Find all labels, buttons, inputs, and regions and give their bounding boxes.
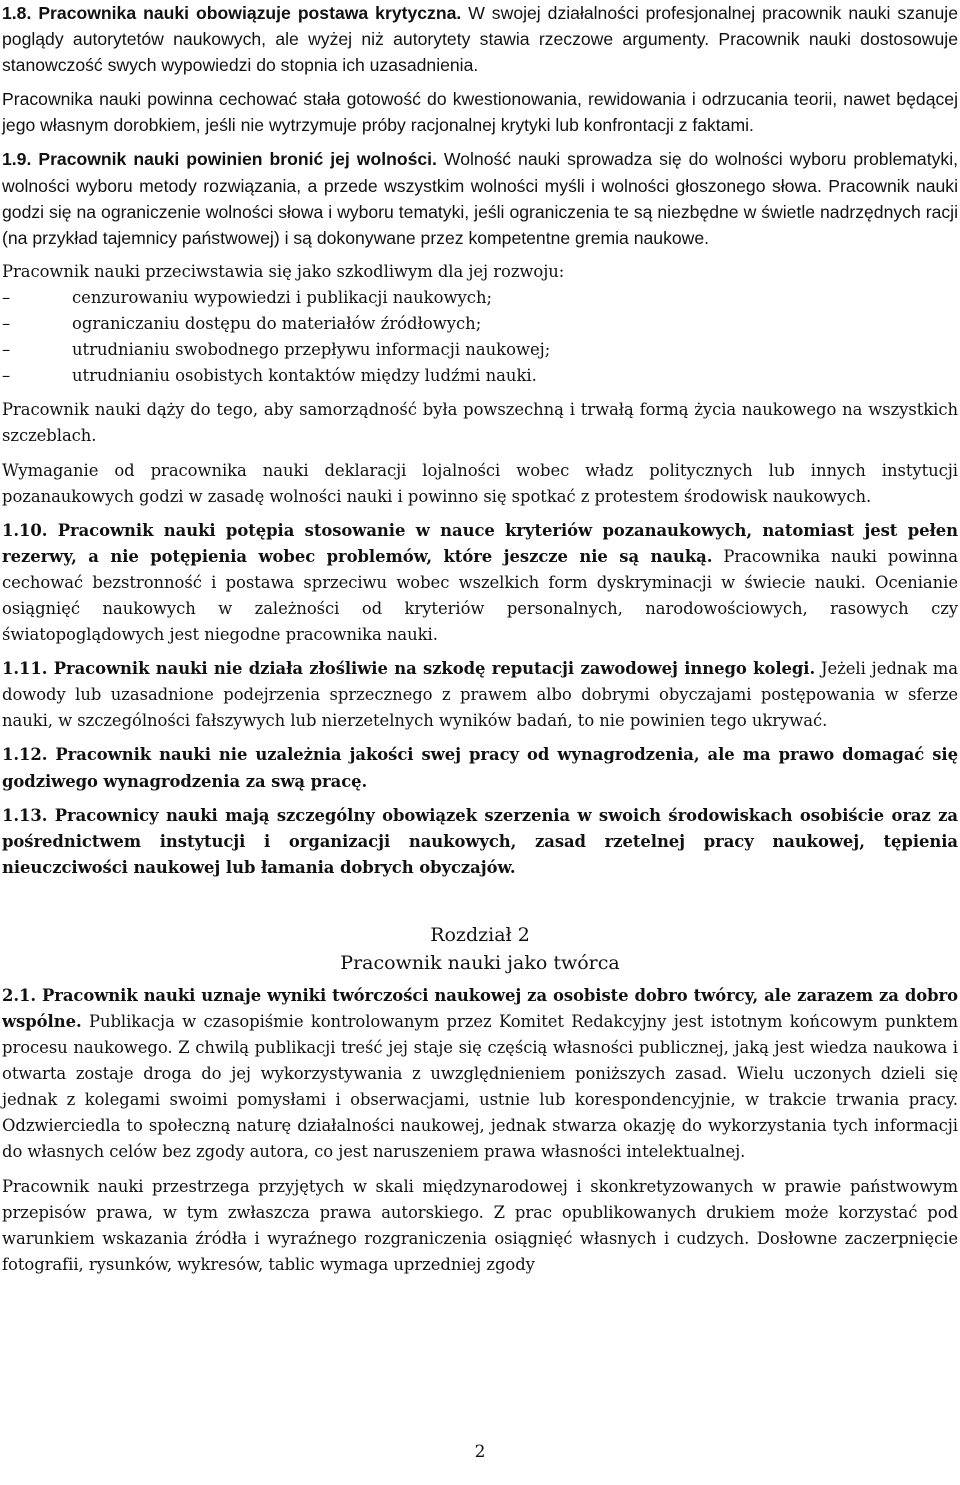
dash-bullet: – — [2, 340, 11, 360]
list-item — [2, 337, 958, 363]
paragraph-1-9 — [2, 146, 958, 250]
paragraph-loyalty: Wymaganie od pracownika nauki deklaracji lojalności wobec władz politycznych lub innych instytucji pozanaukowych godzi w zasadę wolności nauki i powinno się spotkać z protestem środowisk naukowych. — [2, 460, 958, 506]
section-heading-1-13: 1.13. Pracownicy nauki mają szczególny obowiązek szerzenia w swoich środowiskach osobiście oraz za pośrednictwem instytucji i organizacji naukowych, zasad rzetelnej pracy naukowej, tępienia nieuczciwości naukowej lub łamania dobrych obyczajów. — [2, 805, 958, 877]
paragraph-1-10 — [2, 518, 958, 648]
section-heading-1-9: 1.9. Pracownik nauki powinien bronić jej wolności. — [2, 149, 437, 170]
list-item-text: utrudnianiu osobistych kontaktów między ludźmi nauki. — [72, 366, 537, 386]
paragraph-1-8-critique: Pracownika nauki powinna cechować stała gotowość do kwestionowania, rewidowania i odrzucania teorii, nawet będącej jego własnym dorobkiem, jeśli nie wytrzymuje próby racjonalnej krytyki lub konfrontacji z faktami. — [2, 89, 958, 136]
list-item-text: utrudnianiu swobodnego przepływu informacji naukowej; — [72, 340, 551, 360]
chapter-number: Rozdział 2 — [430, 923, 530, 946]
section-heading-1-8: 1.8. Pracownika nauki obowiązuje postawa krytyczna. — [2, 3, 462, 23]
section-text-1-10: Pracownika nauki powinna cechować bezstronność i postawa sprzeciwu wobec wszelkich form dyskryminacji w świecie nauki. Ocenianie osiągnięć naukowych w zależności od kryteriów personalnych, narodowościowych, rasowych czy światopoglądowych jest niegodne pracownika nauki. — [2, 546, 958, 645]
list-intro: Pracownik nauki przeciwstawia się jako szkodliwym dla jej rozwoju: — [2, 261, 565, 281]
section-text-1-11: Jeżeli jednak ma dowody lub uzasadnione podejrzenia sprzecznego z prawem albo dobrymi obyczajami postępowania w sferze nauki, w szczególności fałszywych lub nierzetelnych wyników badań, to nie powinien tego ukrywać. — [2, 659, 958, 731]
list-item — [2, 311, 958, 337]
paragraph-1-13 — [2, 803, 958, 881]
chapter-title: Pracownik nauki jako twórca — [340, 951, 620, 974]
page-content — [2, 0, 958, 1278]
list-item-text: ograniczaniu dostępu do materiałów źródłowych; — [72, 314, 482, 334]
section-heading-1-10: 1.10. Pracownik nauki potępia stosowanie w nauce kryteriów pozanaukowych, natomiast jest pełen rezerwy, a nie potępienia wobec problemów, które jeszcze nie są nauką. — [2, 520, 958, 566]
list-item-text: cenzurowaniu wypowiedzi i publikacji naukowych; — [72, 287, 493, 307]
section-heading-1-11: 1.11. Pracownik nauki nie działa złośliwie na szkodę reputacji zawodowej innego kolegi. — [2, 659, 816, 679]
section-text-1-9: Wolność nauki sprowadza się do wolności wyboru problematyki, wolności wyboru metody rozwiązania, a przede wszystkim wolności myśli i wolności głoszonego słowa. Pracownik nauki godzi się na ograniczenie wolności słowa i wyboru tematyki, jeśli ograniczenia te są niezbędne w świetle nadrzędnych racji (na przykład tajemnicy państwowej) i są dokonywane przez kompetentne gremia naukowe. — [2, 149, 958, 248]
section-text-2-1: Publikacja w czasopiśmie kontrolowanym przez Komitet Redakcyjny jest istotnym końcowym punktem procesu naukowego. Z chwilą publikacji treść jej staje się częścią własności publicznej, jaką jest wiedza naukowa i otwarta zostaje droga do jej wykorzystywania z uwzględnieniem poniższych zasad. Wielu uczonych dzieli się jednak z kolegami swoimi pomysłami i obserwacjami, ustnie lub korespondencyjnie, w trakcie trwania pracy. Odzwierciedla to społeczną naturę działalności naukowej, jednak stwarza okazję do wykorzystania tych informacji do własnych celów bez zgody autora, co jest naruszeniem prawa własności intelektualnej. — [2, 1012, 958, 1162]
paragraph-2-1 — [2, 983, 958, 1166]
list-item — [2, 363, 958, 389]
paragraph-1-12 — [2, 742, 958, 794]
section-text-1-8: W swojej działalności profesjonalnej pracownik nauki szanuje poglądy autorytetów naukowych, ale wyżej niż autorytety stawia rzeczowe argumenty. Pracownik nauki dostosowuje stanowczość swych wypowiedzi do stopnia ich uzasadnienia. — [2, 3, 958, 76]
dash-bullet: – — [2, 287, 11, 307]
page-number: 2 — [474, 1442, 486, 1462]
paragraph-self-governance: Pracownik nauki dąży do tego, aby samorządność była powszechną i trwałą formą życia naukowego na wszystkich szczeblach. — [2, 400, 958, 446]
harmful-practices-list — [2, 285, 958, 389]
list-item — [2, 285, 958, 311]
paragraph-copyright: Pracownik nauki przestrzega przyjętych w skali międzynarodowej i skonkretyzowanych w prawie państwowym przepisów prawa, w tym zwłaszcza prawa autorskiego. Z prac opublikowanych drukiem może korzystać pod warunkiem wskazania źródła i wyraźnego rozgraniczenia osiągnięć własnych i cudzych. Dosłowne zaczerpnięcie fotografii, rysunków, wykresów, tablic wymaga uprzedniej zgody — [2, 1176, 958, 1274]
dash-bullet: – — [2, 314, 11, 334]
section-heading-2-1: 2.1. Pracownik nauki uznaje wyniki twórczości naukowej za osobiste dobro twórcy, ale zarazem za dobro wspólne. — [2, 985, 958, 1031]
chapter-heading — [2, 921, 958, 977]
section-heading-1-12: 1.12. Pracownik nauki nie uzależnia jakości swej pracy od wynagrodzenia, ale ma prawo domagać się godziwego wynagrodzenia za swą pracę. — [2, 745, 958, 791]
dash-bullet: – — [2, 366, 11, 386]
paragraph-1-8 — [2, 0, 958, 78]
paragraph-1-11 — [2, 656, 958, 734]
